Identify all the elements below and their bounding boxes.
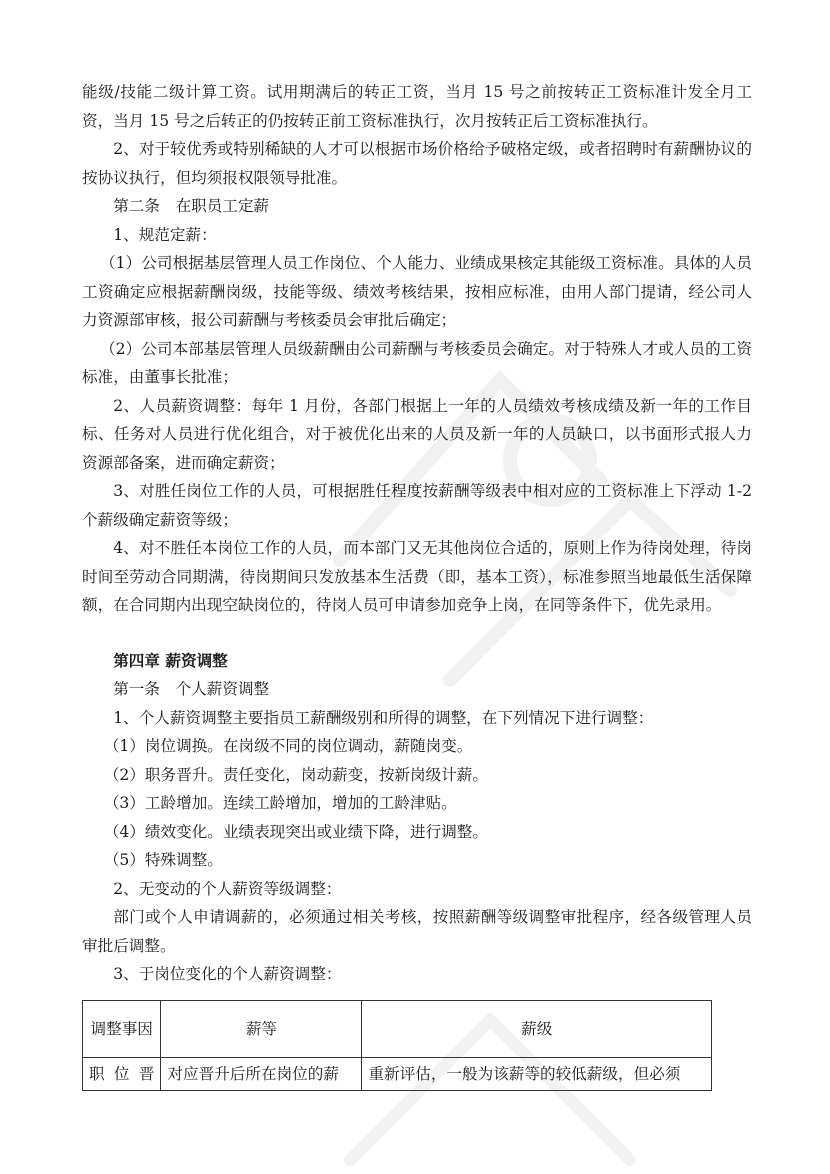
paragraph-no-change-adjustment: 2、无变动的个人薪资等级调整： [113, 879, 342, 898]
paragraph-exceptional-talent: 2、对于较优秀或特别稀缺的人才可以根据市场价格给予破格定级，或者招聘时有薪酬协议的按协议执行，但均须报权限领导批准。 [82, 140, 752, 187]
paragraph-salary-adjustment: 2、人员薪资调整：每年 1 月份，各部门根据上一年的人员绩效考核成绩及新一年的工作目标、任务对人员进行优化组合，对于被优化出来的人员及新一年的人员缺口，以书面形式报人力资源部备案，进而确定薪资； [82, 396, 752, 472]
table-header-row [83, 1001, 712, 1058]
list-item: （1）岗位调换。在岗级不同的岗位调动，薪随岗变。 [103, 737, 473, 755]
paragraph-item-1: （1）公司根据基层管理人员工作岗位、个人能力、业绩成果核定其能级工资标准。具体的人员工资确定应根据薪酬岗级，技能等级、绩效考核结果，按相应标准，由用人部门提请，经公司人力资源部审核，报公司薪酬与考核委员会审批后确定； [82, 254, 752, 329]
paragraph-standard-pay: 1、规范定薪： [113, 225, 217, 244]
paragraph-position-change: 3、于岗位变化的个人薪资调整： [113, 965, 342, 983]
paragraph-application-process: 部门或个人申请调薪的，必须通过相关考核，按照薪酬等级调整审批程序，经各级管理人员审批后调整。 [82, 908, 752, 955]
paragraph-continued-salary: 能级/技能二级计算工资。试用期满后的转正工资，当月 15 号之前按转正工资标准计发全月工资，当月 15 号之后转正的仍按转正前工资标准执行，次月按转正后工资标准执行。 [82, 83, 752, 130]
document-body [82, 78, 752, 989]
article-2-title: 第二条 在职员工定薪 [113, 197, 270, 215]
list-item: （4）绩效变化。业绩表现突出或业绩下降，进行调整。 [103, 822, 488, 841]
table-cell: 重新评估，一般为该薪等的较低薪级，但必须 [362, 1058, 712, 1091]
table-cell: 职 位 晋 [83, 1058, 161, 1091]
table-cell: 对应晋升后所在岗位的薪 [161, 1058, 362, 1091]
list-item: （2）职务晋升。责任变化，岗动薪变，按新岗级计薪。 [103, 765, 488, 784]
salary-adjustment-table [82, 1000, 712, 1091]
table-header-level: 薪级 [362, 1001, 712, 1058]
chapter-4-article-1-title: 第一条 个人薪资调整 [113, 680, 270, 698]
table-header-reason: 调整事因 [83, 1001, 161, 1058]
list-item: （5）特殊调整。 [103, 851, 223, 869]
chapter-4-heading: 第四章 薪资调整 [113, 650, 228, 670]
paragraph-item-2: （2）公司本部基层管理人员级薪酬由公司薪酬与考核委员会确定。对于特殊人才或人员的工资标准，由董事长批准； [82, 339, 752, 386]
paragraph-individual-adjustment: 1、个人薪资调整主要指员工薪酬级别和所得的调整，在下列情况下进行调整： [113, 708, 654, 727]
paragraph-competent-staff: 3、对胜任岗位工作的人员，可根据胜任程度按薪酬等级表中相对应的工资标准上下浮动 1-2 个薪级确定薪资等级； [82, 482, 752, 529]
list-item: （3）工龄增加。连续工龄增加，增加的工龄津贴。 [103, 794, 457, 812]
table-row [83, 1058, 712, 1091]
paragraph-incompetent-staff: 4、对不胜任本岗位工作的人员，而本部门又无其他岗位合适的，原则上作为待岗处理，待岗时间至劳动合同期满，待岗期间只发放基本生活费（即，基本工资），标准参照当地最低生活保障额，在合同期内出现空缺岗位的，待岗人员可申请参加竞争上岗，在同等条件下，优先录用。 [82, 539, 752, 614]
table-header-grade: 薪等 [161, 1001, 362, 1058]
